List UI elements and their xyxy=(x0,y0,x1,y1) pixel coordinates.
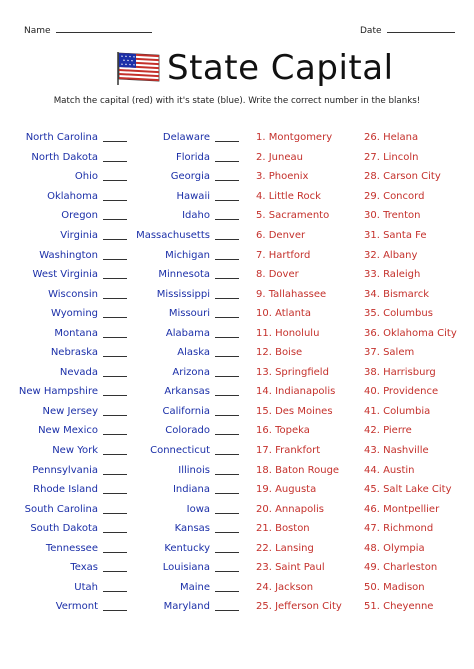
answer-blank[interactable] xyxy=(103,532,127,533)
state-name: Florida xyxy=(175,151,210,163)
answer-blank[interactable] xyxy=(215,376,239,377)
state-row xyxy=(128,363,239,383)
state-name: West Virginia xyxy=(32,269,98,281)
capital-name: 25. Jefferson City xyxy=(256,601,342,613)
capital-row xyxy=(364,578,457,598)
answer-blank[interactable] xyxy=(103,317,127,318)
answer-blank[interactable] xyxy=(215,415,239,416)
capital-name: 2. Juneau xyxy=(256,151,303,163)
capital-name: 28. Carson City xyxy=(364,171,441,183)
state-name: Montana xyxy=(54,327,98,339)
capital-row xyxy=(364,128,457,148)
capital-name: 38. Harrisburg xyxy=(364,366,436,378)
state-name: Oregon xyxy=(61,210,98,222)
capital-row xyxy=(364,245,457,265)
answer-blank[interactable] xyxy=(215,610,239,611)
state-row xyxy=(128,245,239,265)
state-name: Colorado xyxy=(165,425,210,437)
state-row xyxy=(128,597,239,617)
capital-row xyxy=(364,148,457,168)
answer-blank[interactable] xyxy=(215,200,239,201)
state-row xyxy=(128,284,239,304)
name-blank-line[interactable] xyxy=(56,24,152,33)
capital-row xyxy=(256,265,342,285)
capital-row xyxy=(364,558,457,578)
answer-blank[interactable] xyxy=(103,571,127,572)
state-row xyxy=(128,187,239,207)
state-name: Wyoming xyxy=(51,308,98,320)
answer-blank[interactable] xyxy=(215,161,239,162)
capital-row xyxy=(256,323,342,343)
state-row xyxy=(0,206,127,226)
state-row xyxy=(0,167,127,187)
state-row xyxy=(128,226,239,246)
state-row xyxy=(0,226,127,246)
state-name: Hawaii xyxy=(176,190,210,202)
capital-row xyxy=(364,323,457,343)
state-row xyxy=(0,421,127,441)
state-name: Vermont xyxy=(55,601,98,613)
state-row xyxy=(0,323,127,343)
state-name: North Dakota xyxy=(31,151,98,163)
capital-name: 29. Concord xyxy=(364,190,425,202)
state-name: South Carolina xyxy=(24,503,98,515)
state-row xyxy=(128,382,239,402)
capital-row xyxy=(256,382,342,402)
capital-name: 14. Indianapolis xyxy=(256,386,336,398)
capital-name: 43. Nashville xyxy=(364,445,429,457)
state-name: Arizona xyxy=(172,366,210,378)
answer-blank[interactable] xyxy=(103,454,127,455)
capital-name: 50. Madison xyxy=(364,581,425,593)
capital-row xyxy=(364,265,457,285)
capital-name: 48. Olympia xyxy=(364,542,425,554)
capital-row xyxy=(256,128,342,148)
capital-name: 51. Cheyenne xyxy=(364,601,434,613)
state-name: Georgia xyxy=(170,171,210,183)
capital-name: 9. Tallahassee xyxy=(256,288,327,300)
name-label-text: Name xyxy=(24,26,51,36)
capital-row xyxy=(256,480,342,500)
capital-name: 17. Frankfort xyxy=(256,445,321,457)
capital-name: 42. Pierre xyxy=(364,425,412,437)
state-name: Nebraska xyxy=(50,347,98,359)
capital-row xyxy=(364,538,457,558)
us-flag-icon xyxy=(116,50,162,86)
answer-blank[interactable] xyxy=(103,337,127,338)
capital-name: 30. Trenton xyxy=(364,210,421,222)
capital-name: 36. Oklahoma City xyxy=(364,327,457,339)
answer-blank[interactable] xyxy=(103,610,127,611)
capital-name: 47. Richmond xyxy=(364,523,434,535)
answer-blank[interactable] xyxy=(215,219,239,220)
capital-row xyxy=(256,402,342,422)
state-name: Tennessee xyxy=(45,542,98,554)
state-name: Michigan xyxy=(165,249,210,261)
capital-name: 5. Sacramento xyxy=(256,210,330,222)
state-row xyxy=(0,382,127,402)
capital-row xyxy=(364,519,457,539)
capital-name: 7. Hartford xyxy=(256,249,311,261)
state-row xyxy=(0,499,127,519)
capital-name: 35. Columbus xyxy=(364,308,433,320)
answer-blank[interactable] xyxy=(103,239,127,240)
capital-row xyxy=(256,167,342,187)
capital-row xyxy=(364,363,457,383)
capital-name: 22. Lansing xyxy=(256,542,314,554)
answer-blank[interactable] xyxy=(103,376,127,377)
state-row xyxy=(0,343,127,363)
state-row xyxy=(128,519,239,539)
answer-blank[interactable] xyxy=(103,356,127,357)
capital-row xyxy=(256,363,342,383)
state-name: New Mexico xyxy=(38,425,98,437)
answer-blank[interactable] xyxy=(215,317,239,318)
answer-blank[interactable] xyxy=(103,591,127,592)
capital-row xyxy=(364,460,457,480)
capital-row xyxy=(256,148,342,168)
answer-blank[interactable] xyxy=(215,434,239,435)
state-name: Delaware xyxy=(162,132,210,144)
state-name: Virginia xyxy=(60,230,98,241)
answer-blank[interactable] xyxy=(215,356,239,357)
capital-name: 15. Des Moines xyxy=(256,405,333,417)
name-label xyxy=(24,24,152,36)
answer-blank[interactable] xyxy=(215,571,239,572)
capital-row xyxy=(256,245,342,265)
capital-row xyxy=(364,343,457,363)
answer-blank[interactable] xyxy=(103,474,127,475)
capital-row xyxy=(256,519,342,539)
capital-row xyxy=(364,421,457,441)
state-row xyxy=(128,499,239,519)
capital-row xyxy=(364,499,457,519)
state-row xyxy=(128,148,239,168)
state-row xyxy=(128,323,239,343)
state-name: Idaho xyxy=(182,210,210,222)
capital-row xyxy=(364,187,457,207)
state-name: Maine xyxy=(179,581,210,593)
capital-name: 18. Baton Rouge xyxy=(256,464,340,476)
capital-row xyxy=(256,343,342,363)
state-row xyxy=(128,538,239,558)
state-row xyxy=(0,597,127,617)
capital-row xyxy=(364,304,457,324)
capital-row xyxy=(256,597,342,617)
capital-name: 11. Honolulu xyxy=(256,327,320,339)
capital-row xyxy=(364,206,457,226)
capitals-column-2 xyxy=(364,128,457,617)
capital-row xyxy=(364,167,457,187)
state-name: Connecticut xyxy=(150,445,210,457)
capital-name: 37. Salem xyxy=(364,347,415,359)
answer-blank[interactable] xyxy=(215,239,239,240)
state-name: Nevada xyxy=(59,366,98,378)
state-row xyxy=(0,265,127,285)
capital-row xyxy=(256,206,342,226)
state-name: Texas xyxy=(70,562,98,574)
capital-row xyxy=(256,304,342,324)
state-name: Indiana xyxy=(172,484,210,496)
state-row xyxy=(0,441,127,461)
capital-name: 16. Topeka xyxy=(256,425,310,437)
capital-row xyxy=(364,441,457,461)
capital-name: 19. Augusta xyxy=(256,484,317,496)
state-name: Minnesota xyxy=(158,269,210,281)
capital-row xyxy=(256,284,342,304)
capital-row xyxy=(256,460,342,480)
answer-blank[interactable] xyxy=(103,552,127,553)
state-name: Alaska xyxy=(177,347,210,359)
capital-row xyxy=(364,402,457,422)
state-name: California xyxy=(162,405,210,417)
capital-name: 49. Charleston xyxy=(364,562,438,574)
state-row xyxy=(128,421,239,441)
states-column-1 xyxy=(0,128,127,617)
state-row xyxy=(128,206,239,226)
answer-blank[interactable] xyxy=(215,298,239,299)
state-name: Iowa xyxy=(186,503,210,515)
date-label xyxy=(360,24,455,36)
capital-row xyxy=(256,499,342,519)
state-row xyxy=(0,148,127,168)
state-row xyxy=(0,402,127,422)
answer-blank[interactable] xyxy=(215,337,239,338)
state-name: Maryland xyxy=(163,601,210,613)
capital-row xyxy=(364,382,457,402)
answer-blank[interactable] xyxy=(103,259,127,260)
capital-row xyxy=(256,441,342,461)
capital-name: 21. Boston xyxy=(256,523,310,535)
state-row xyxy=(128,460,239,480)
answer-blank[interactable] xyxy=(103,200,127,201)
capital-name: 40. Providence xyxy=(364,386,439,398)
capital-name: 44. Austin xyxy=(364,464,415,476)
state-name: Massachusetts xyxy=(136,230,210,241)
capital-row xyxy=(256,187,342,207)
state-row xyxy=(128,480,239,500)
state-name: New Hampshire xyxy=(18,386,98,398)
state-name: New Jersey xyxy=(42,405,98,417)
capital-name: 4. Little Rock xyxy=(256,190,321,202)
capital-name: 23. Saint Paul xyxy=(256,562,325,574)
state-name: Washington xyxy=(39,249,98,261)
state-row xyxy=(0,519,127,539)
state-row xyxy=(128,128,239,148)
capital-row xyxy=(364,284,457,304)
answer-blank[interactable] xyxy=(215,552,239,553)
state-name: North Carolina xyxy=(25,132,98,144)
state-row xyxy=(0,245,127,265)
state-name: South Dakota xyxy=(30,523,98,535)
states-column-2 xyxy=(128,128,239,617)
answer-blank[interactable] xyxy=(103,493,127,494)
state-row xyxy=(128,558,239,578)
state-name: Louisiana xyxy=(162,562,210,574)
capital-name: 8. Dover xyxy=(256,269,299,281)
answer-blank[interactable] xyxy=(215,454,239,455)
state-name: Alabama xyxy=(165,327,210,339)
state-name: New York xyxy=(52,445,98,457)
answer-blank[interactable] xyxy=(215,532,239,533)
capital-name: 45. Salt Lake City xyxy=(364,484,452,496)
capital-name: 1. Montgomery xyxy=(256,132,333,144)
capital-row xyxy=(364,226,457,246)
state-row xyxy=(0,363,127,383)
answer-blank[interactable] xyxy=(103,141,127,142)
state-row xyxy=(128,441,239,461)
date-label-text: Date xyxy=(360,26,382,36)
capital-name: 12. Boise xyxy=(256,347,303,359)
capital-name: 26. Helana xyxy=(364,132,419,144)
capital-name: 13. Springfield xyxy=(256,366,329,378)
answer-blank[interactable] xyxy=(215,259,239,260)
capital-row xyxy=(256,226,342,246)
state-name: Mississippi xyxy=(156,288,210,300)
capital-row xyxy=(364,597,457,617)
capital-row xyxy=(256,558,342,578)
answer-blank[interactable] xyxy=(103,278,127,279)
answer-blank[interactable] xyxy=(103,395,127,396)
state-name: Oklahoma xyxy=(47,190,98,202)
state-row xyxy=(0,460,127,480)
capital-name: 24. Jackson xyxy=(256,581,314,593)
capital-name: 46. Montpellier xyxy=(364,503,440,515)
state-name: Arkansas xyxy=(164,386,210,398)
state-name: Kansas xyxy=(174,523,210,535)
answer-blank[interactable] xyxy=(103,180,127,181)
state-name: Utah xyxy=(74,581,98,593)
date-blank-line[interactable] xyxy=(387,24,455,33)
state-name: Pennsylvania xyxy=(32,464,98,476)
state-name: Illinois xyxy=(178,464,210,476)
capital-row xyxy=(256,421,342,441)
answer-blank[interactable] xyxy=(215,493,239,494)
answer-blank[interactable] xyxy=(103,434,127,435)
answer-blank[interactable] xyxy=(215,141,239,142)
state-row xyxy=(0,578,127,598)
state-row xyxy=(0,128,127,148)
page-title: State Capital xyxy=(167,48,394,88)
capital-name: 41. Columbia xyxy=(364,405,431,417)
capital-name: 3. Phoenix xyxy=(256,171,309,183)
answer-blank[interactable] xyxy=(215,513,239,514)
state-row xyxy=(128,167,239,187)
state-name: Rhode Island xyxy=(33,484,98,496)
answer-blank[interactable] xyxy=(215,180,239,181)
answer-blank[interactable] xyxy=(215,278,239,279)
capital-name: 10. Atlanta xyxy=(256,308,311,320)
capital-row xyxy=(256,578,342,598)
state-name: Ohio xyxy=(74,171,98,183)
capital-row xyxy=(256,538,342,558)
capital-name: 31. Santa Fe xyxy=(364,230,427,241)
state-name: Missouri xyxy=(168,308,210,320)
state-row xyxy=(0,284,127,304)
capital-name: 20. Annapolis xyxy=(256,503,324,515)
answer-blank[interactable] xyxy=(103,298,127,299)
answer-blank[interactable] xyxy=(215,395,239,396)
capital-name: 34. Bismarck xyxy=(364,288,429,300)
state-row xyxy=(0,538,127,558)
answer-blank[interactable] xyxy=(103,219,127,220)
answer-blank[interactable] xyxy=(103,415,127,416)
answer-blank[interactable] xyxy=(215,591,239,592)
capital-name: 6. Denver xyxy=(256,230,306,241)
answer-blank[interactable] xyxy=(103,513,127,514)
state-name: Kentucky xyxy=(164,542,210,554)
answer-blank[interactable] xyxy=(103,161,127,162)
capitals-column-1 xyxy=(256,128,342,617)
state-row xyxy=(0,480,127,500)
state-row xyxy=(0,187,127,207)
state-row xyxy=(128,265,239,285)
state-row xyxy=(128,402,239,422)
capital-name: 32. Albany xyxy=(364,249,418,261)
state-row xyxy=(0,558,127,578)
state-row xyxy=(128,578,239,598)
state-name: Wisconsin xyxy=(48,288,98,300)
capital-row xyxy=(364,480,457,500)
capital-name: 33. Raleigh xyxy=(364,269,421,281)
capital-name: 27. Lincoln xyxy=(364,151,419,163)
instructions: Match the capital (red) with it's state (blue). Write the correct number in the blanks! xyxy=(53,96,421,106)
state-row xyxy=(128,304,239,324)
answer-blank[interactable] xyxy=(215,474,239,475)
state-row xyxy=(0,304,127,324)
state-row xyxy=(128,343,239,363)
